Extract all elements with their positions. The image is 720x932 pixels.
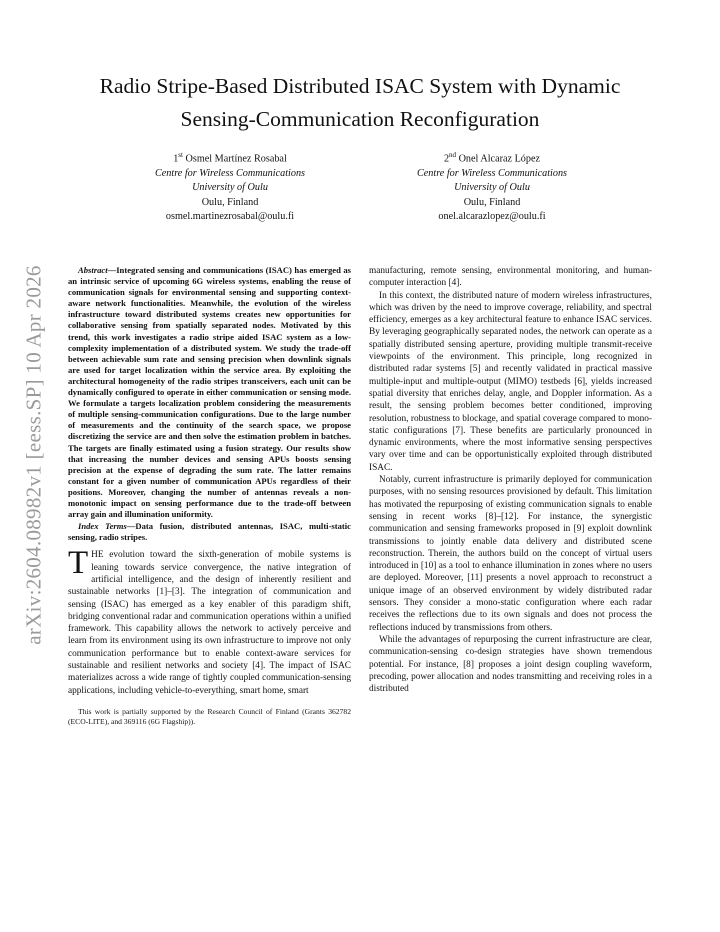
title-line-1: Radio Stripe-Based Distributed ISAC System with Dynamic [99,74,621,98]
author-block-2 [372,148,612,225]
index-terms-text: —Data fusion, distributed antennas, ISAC, multi-static sensing, radio stripes. [68,521,351,543]
left-column [68,265,351,726]
author-block-1 [110,148,350,225]
author-university: University of Oulu [454,182,530,194]
intro-paragraph [68,545,351,697]
author-name-text: Onel Alcaraz López [458,153,541,165]
author-location: Oulu, Finland [463,196,521,208]
author-affiliation: Centre for Wireless Communications [154,167,306,179]
paper-title [60,70,660,136]
funding-footnote: This work is partially supported by the Research Council of Finland (Grants 362782 (ECO-LITE), and 369116 (6G Flagship)). [68,706,351,726]
index-terms [68,521,351,543]
paragraph-codesign: While the advantages of repurposing the current infrastructure are clear, communication-sensing co-design strategies have shown tremendous potential. For instance, [8] proposes a joint design coupling waveform, precoding, power allocation and nodes transmitting and receiving roles in a distributed [369,634,652,695]
author-name [372,148,612,167]
abstract-text: —Integrated sensing and communications (ISAC) has emerged as an intrinsic service of upcoming 6G wireless systems, enabling the reuse of communication signals for environmental sensing and supporting context-aware network functionalities. Meanwhile, the evolution of the wireless infrastructure toward distributed systems creates new opportunities for collaborative sensing from spatially separated nodes. Motivated by this trend, this work investigates a radio stripe aided ISAC system as a low-complexity implementation of a distributed system. We study the trade-off between achievable sum rate and sensing precision when downlink signals are used for target localization within the service area. By exploiting the architectural homogeneity of the radio stripes transceivers, each unit can be dynamically configured to operate in either communication or sensing mode. We formulate a targets localization problem considering the measurements of multiple sensing-communication configurations. Due to the large number of measurements and the continuity of the search space, we propose discretizing the service are and then solve the estimation problem in batches. The targets are finally estimated using a fusion strategy. Our results show that increasing the number devices and sensing APUs boosts sensing precision at the expense of degrading the sum rate. The latter remains constant for a given number of communication APUs regardless of their positions. Moreover, changing the number of antennas reveals a non-monotonic impact on sensing performance due to the trade-off between array gain and illumination uniformity. [68,265,351,520]
author-name-text: Osmel Martínez Rosabal [185,153,287,165]
author-university: University of Oulu [192,182,268,194]
arxiv-identifier: arXiv:2604.08982v1 [eess.SP] 10 Apr 2026 [21,265,46,645]
abstract-label: Abstract [78,265,108,275]
paragraph-infrastructure: Notably, current infrastructure is primarily deployed for communication purposes, with no sensing resources provisioned by default. This limitation has motivated the repurposing of existing communication signals to enable sensing in recent works [8]–[12]. For instance, the synergistic communication and sensing frameworks proposed in [9] exploit downlink transmissions to jointly enable data delivery and distributed scene reconstruction. Therein, the authors build on the concept of virtual users introduced in [10] as a tool to enhance illumination in zones where no users are deployed. Moreover, [11] presents a novel approach to reconstruct a unique image of an observed environment by widely distributed radar sensors. They consider a mono-static configuration where each radar receives the reflections due to its own signals and does not process the reflections induced by transmissions from others. [369,475,652,633]
author-location: Oulu, Finland [201,196,259,208]
author-affiliation: Centre for Wireless Communications [416,167,568,179]
paragraph-continued: manufacturing, remote sensing, environmental monitoring, and human-computer interaction [4]. [369,266,652,289]
arxiv-side-label [16,250,52,660]
author-name [110,148,350,167]
author-ordinal-suffix: nd [449,151,457,159]
abstract [68,265,351,520]
drop-cap: T [68,545,89,582]
author-email[interactable]: onel.alcarazlopez@oulu.fi [438,211,546,223]
author-ordinal: 1 [173,153,179,165]
title-line-2: Sensing-Communication Reconfiguration [180,107,540,131]
author-email[interactable]: osmel.martinezrosabal@oulu.fi [165,211,295,223]
index-terms-label: Index Terms [78,521,127,532]
right-column [369,265,652,695]
author-ordinal: 2 [443,153,450,165]
intro-text: HE evolution toward the sixth-generation of mobile systems is leaning towards service convergence, the native integration of artificial intelligence, and the design of inherently resilient and sustainable networks [1]–[3]. The integration of communication and sensing (ISAC) has emerged as a key enabler of this paradigm shift, bridging conventional radar and communication operations within a unified framework. This capability allows the network to actively perceive and learn from its environment using its own infrastructure to improve not only communication performance but to enable context-aware services for sustainable and resilient networks and society [4]. The impact of ISAC materializes across a wide range of tightly coupled communication-sensing applications, including vehicle-to-everything, smart home, smart [68,550,351,696]
paragraph-distributed: In this context, the distributed nature of modern wireless infrastructures, which was driven by the need to improve coverage, reliability, and spectral efficiency, emerges as a key architectural feature to enhance ISAC services. By leveraging geographically separated nodes, the network can operate as a spatially distributed sensing aperture, providing multiple transmit-receive viewpoints of the environment. This principle, long recognized in distributed radar systems [5] and recently validated in practical massive multiple-input and multiple-output (MIMO) testbeds [6], yields increased spatial diversity that enriches delay, angle, and Doppler information. As a result, the sensing problem becomes better conditioned, improving resolution, robustness to blockage, and spatial coverage compared to mono-static configurations [7]. These benefits are particularly pronounced in dynamic environments, where the most informative sensing perspectives vary over time and can be opportunistically exploited through distributed ISAC. [369,290,652,473]
author-ordinal-suffix: st [178,151,183,159]
